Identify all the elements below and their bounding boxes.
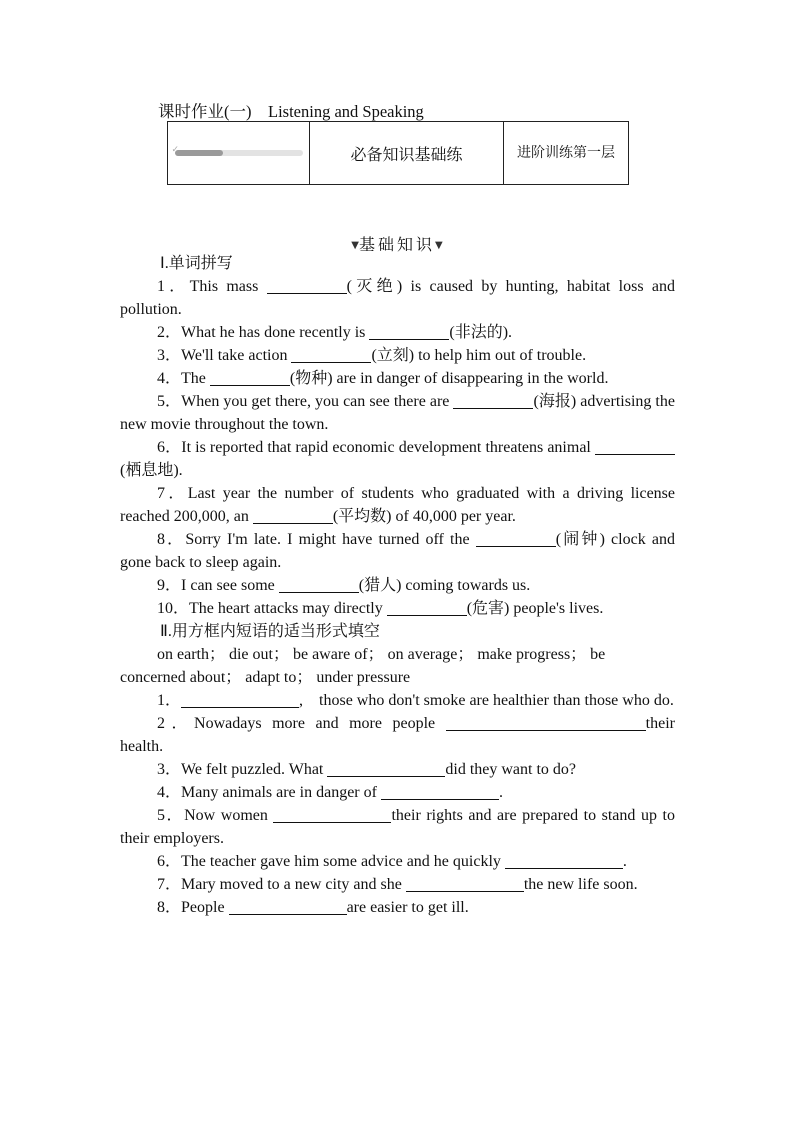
- question-item: 4．The (物种) are in danger of disappearing in the world.: [157, 370, 609, 387]
- answer-blank[interactable]: [446, 714, 646, 731]
- triangle-down-icon: ▼: [351, 240, 359, 251]
- question-item: 10．The heart attacks may directly (危害) people's lives.: [157, 600, 604, 617]
- answer-blank[interactable]: [476, 530, 556, 547]
- answer-blank[interactable]: [595, 438, 675, 455]
- header-main-cell: 必备知识基础练: [310, 122, 504, 185]
- phrase-box: on earth； die out； be aware of； on average； make progress； be concerned about； adapt to； under pressure: [120, 646, 606, 686]
- progress-cell: [168, 122, 310, 185]
- question-item: 1．This mass (灭绝) is caused by hunting, habitat loss and pollution.: [120, 278, 675, 318]
- answer-blank[interactable]: [453, 392, 533, 409]
- question-item: 7．Last year the number of students who graduated with a driving license reached 200,000, an (平均数) of 40,000 per year.: [120, 485, 675, 525]
- answer-blank[interactable]: [369, 323, 449, 340]
- answer-blank[interactable]: [505, 852, 623, 869]
- answer-blank[interactable]: [279, 576, 359, 593]
- header-table: [167, 121, 629, 185]
- progress-fill: [175, 150, 224, 156]
- question-item: 6．It is reported that rapid economic development threatens animal (栖息地).: [120, 436, 675, 482]
- question-item: 3．We felt puzzled. What did they want to do?: [157, 761, 577, 778]
- question-item: 3．We'll take action (立刻) to help him out of trouble.: [157, 347, 587, 364]
- question-item: 2．What he has done recently is (非法的).: [157, 324, 513, 341]
- question-item: 5．When you get there, you can see there are (海报) advertising the new movie throughout the town.: [120, 393, 675, 433]
- triangle-down-icon: ▼: [435, 240, 443, 251]
- header-side-cell: 进阶训练第一层: [504, 122, 629, 185]
- answer-blank[interactable]: [229, 898, 347, 915]
- answer-blank[interactable]: [387, 599, 467, 616]
- answer-blank[interactable]: [327, 760, 445, 777]
- question-item: 5．Now women their rights and are prepared to stand up to their employers.: [120, 807, 675, 847]
- part1-title: Ⅰ.单词拼写: [160, 255, 233, 272]
- exercise-content: [120, 252, 675, 919]
- answer-blank[interactable]: [267, 277, 347, 294]
- answer-blank[interactable]: [210, 369, 290, 386]
- answer-blank[interactable]: [406, 875, 524, 892]
- answer-blank[interactable]: [273, 806, 391, 823]
- question-item: 9．I can see some (猎人) coming towards us.: [157, 577, 531, 594]
- question-item: 4．Many animals are in danger of .: [157, 784, 503, 801]
- question-item: 7．Mary moved to a new city and she the new life soon.: [157, 876, 638, 893]
- answer-blank[interactable]: [291, 346, 371, 363]
- check-icon: ✓: [171, 144, 180, 154]
- question-item: 8．Sorry I'm late. I might have turned off the (闹钟) clock and gone back to sleep again.: [120, 531, 675, 571]
- question-item: 6．The teacher gave him some advice and he quickly .: [157, 853, 627, 870]
- question-item: 8．People are easier to get ill.: [157, 899, 469, 916]
- answer-blank[interactable]: [253, 507, 333, 524]
- section-title: 基础知识: [358, 235, 435, 254]
- answer-blank[interactable]: [381, 783, 499, 800]
- answer-blank[interactable]: [181, 691, 299, 708]
- course-title: 课时作业(一) Listening and Speaking: [158, 102, 424, 121]
- progress-bar: [171, 144, 303, 156]
- part2-title: Ⅱ.用方框内短语的适当形式填空: [160, 623, 380, 640]
- question-item: 1． , those who don't smoke are healthier than those who do.: [157, 692, 674, 709]
- question-item: 2．Nowadays more and more people their health.: [120, 715, 675, 755]
